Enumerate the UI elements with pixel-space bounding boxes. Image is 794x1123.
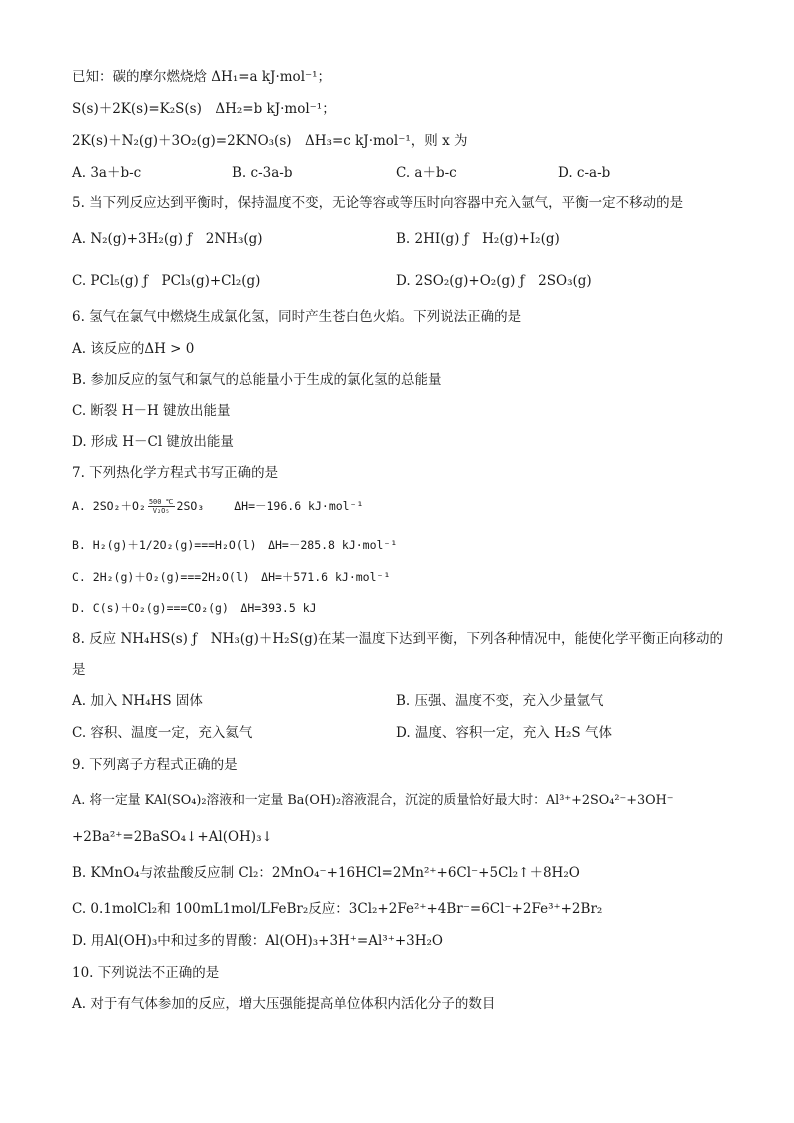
q5-option-d: D. 2SO₂(g)+O₂(g) ƒ 2SO₃(g)	[396, 273, 592, 289]
q4-given-3: 2K(s)＋N₂(g)＋3O₂(g)=2KNO₃(s) ΔH₃=c kJ·mol⁻¹，则 x 为	[72, 133, 468, 149]
q5-option-b: B. 2HI(g) ƒ H₂(g)+I₂(g)	[396, 231, 560, 247]
q6-option-c: C. 断裂 H－H 键放出能量	[72, 403, 231, 419]
q7-a-enthalpy: ΔH=－196.6 kJ·mol⁻¹	[234, 499, 364, 513]
q6-option-d: D. 形成 H－Cl 键放出能量	[72, 434, 234, 450]
q9-option-a-line-1: A. 将一定量 KAl(SO₄)₂溶液和一定量 Ba(OH)₂溶液混合，沉淀的质量恰好最大时：Al³⁺+2SO₄²⁻+3OH⁻	[72, 793, 674, 808]
condition-catalyst: V₂O₅	[152, 507, 170, 515]
q7-a-reactants: A. 2SO₂＋O₂	[72, 499, 146, 513]
q4-option-d: D. c-a-b	[558, 165, 611, 181]
q8-option-a: A. 加入 NH₄HS 固体	[72, 693, 203, 709]
q7-option-b: B. H₂(g)＋1/2O₂(g)===H₂O(l) ΔH=－285.8 kJ·mol⁻¹	[72, 538, 398, 552]
q4-option-b: B. c-3a-b	[232, 165, 293, 181]
q4-option-a: A. 3a＋b-c	[72, 165, 142, 181]
q8-option-c: C. 容积、温度一定，充入氦气	[72, 725, 253, 741]
q5-option-a: A. N₂(g)+3H₂(g) ƒ 2NH₃(g)	[72, 231, 263, 247]
q7-option-c: C. 2H₂(g)＋O₂(g)===2H₂O(l) ΔH=＋571.6 kJ·mol⁻¹	[72, 570, 391, 584]
q7-stem: 7. 下列热化学方程式书写正确的是	[72, 465, 279, 481]
q6-option-a: A. 该反应的ΔH > 0	[72, 341, 195, 357]
q9-option-a-line-2: +2Ba²⁺=2BaSO₄↓+Al(OH)₃↓	[72, 829, 273, 845]
reaction-condition-arrow	[148, 498, 175, 515]
q4-option-c: C. a＋b-c	[396, 165, 457, 181]
q8-option-d: D. 温度、容积一定，充入 H₂S 气体	[396, 725, 612, 741]
q7-a-product: 2SO₃	[176, 499, 205, 513]
q8-option-b: B. 压强、温度不变，充入少量氩气	[396, 693, 604, 709]
q10-option-a: A. 对于有气体参加的反应，增大压强能提高单位体积内活化分子的数目	[72, 996, 496, 1012]
q5-stem: 5. 当下列反应达到平衡时，保持温度不变，无论等容或等压时向容器中充入氩气，平衡一定不移动的是	[72, 195, 684, 211]
q4-given-2: S(s)＋2K(s)=K₂S(s) ΔH₂=b kJ·mol⁻¹；	[72, 101, 336, 117]
q9-stem: 9. 下列离子方程式正确的是	[72, 757, 238, 773]
q9-option-d: D. 用Al(OH)₃中和过多的胃酸：Al(OH)₃+3H⁺=Al³⁺+3H₂O	[72, 933, 443, 949]
condition-temperature: 500 ℃	[148, 498, 174, 506]
q8-stem-line-2: 是	[72, 662, 86, 678]
q8-stem-line-1: 8. 反应 NH₄HS(s) ƒ NH₃(g)＋H₂S(g)在某一温度下达到平衡，下列各种情况中，能使化学平衡正向移动的	[72, 631, 724, 647]
q6-stem: 6. 氢气在氯气中燃烧生成氯化氢，同时产生苍白色火焰。下列说法正确的是	[72, 309, 522, 325]
q9-option-c: C. 0.1molCl₂和 100mL1mol/LFeBr₂反应：3Cl₂+2Fe²⁺+4Br⁻=6Cl⁻+2Fe³⁺+2Br₂	[72, 901, 603, 917]
q7-option-d: D. C(s)＋O₂(g)===CO₂(g) ΔH=393.5 kJ	[72, 601, 317, 615]
q9-option-b: B. KMnO₄与浓盐酸反应制 Cl₂：2MnO₄⁻+16HCl=2Mn²⁺+6Cl⁻+5Cl₂↑＋8H₂O	[72, 865, 580, 881]
q4-given-1: 已知：碳的摩尔燃烧焓 ΔH₁=a kJ·mol⁻¹；	[72, 69, 332, 85]
q7-option-a	[72, 497, 363, 515]
q10-stem: 10. 下列说法不正确的是	[72, 965, 220, 981]
q6-option-b: B. 参加反应的氢气和氯气的总能量小于生成的氯化氢的总能量	[72, 372, 442, 388]
q5-option-c: C. PCl₅(g) ƒ PCl₃(g)+Cl₂(g)	[72, 273, 261, 289]
